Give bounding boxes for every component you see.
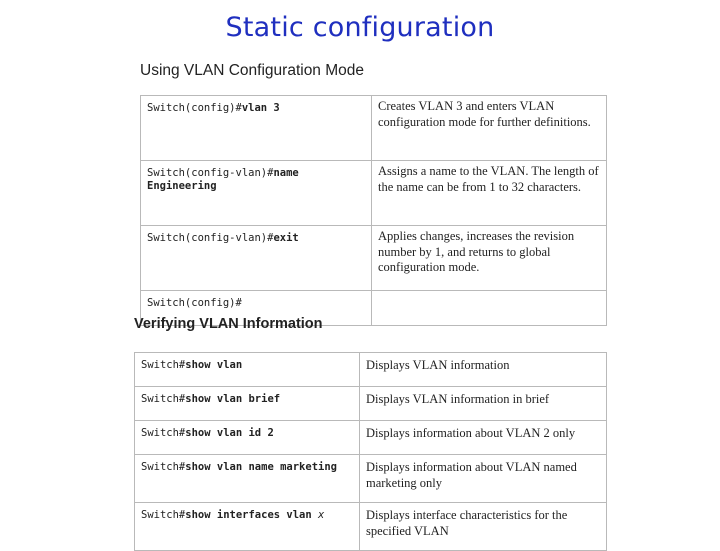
- description-cell: Applies changes, increases the revision number by 1, and returns to global configuration mode.: [372, 226, 607, 291]
- command-keyword: show vlan name marketing: [185, 461, 337, 473]
- command-keyword: exit: [273, 232, 299, 244]
- description-cell: Creates VLAN 3 and enters VLAN configuration mode for further definitions.: [372, 96, 607, 161]
- description-cell: Assigns a name to the VLAN. The length of the name can be from 1 to 32 characters.: [372, 161, 607, 226]
- command-prompt: Switch#: [141, 509, 186, 521]
- command-cell: [141, 226, 372, 291]
- command-keyword: name Engineering: [147, 167, 299, 192]
- command-cell: [135, 387, 360, 421]
- command-cell: [135, 503, 360, 551]
- table-row: [141, 161, 607, 226]
- verify-section-heading: Verifying VLAN Information: [134, 316, 323, 332]
- vlan-verify-table: [134, 352, 607, 551]
- table-row: [135, 387, 607, 421]
- command-prompt: Switch#: [141, 427, 186, 439]
- command-keyword: show vlan: [185, 359, 243, 371]
- command-cell: [135, 455, 360, 503]
- command-prompt: Switch(config-vlan)#: [147, 232, 274, 244]
- description-cell: Displays VLAN information in brief: [360, 387, 607, 421]
- description-cell: Displays information about VLAN named marketing only: [360, 455, 607, 503]
- slide-title: Static configuration: [225, 12, 495, 43]
- description-cell: Displays information about VLAN 2 only: [360, 421, 607, 455]
- vlan-config-table: [140, 95, 607, 326]
- command-prompt: Switch#: [141, 359, 186, 371]
- description-cell: Displays VLAN information: [360, 353, 607, 387]
- command-cell: [135, 421, 360, 455]
- command-keyword: show vlan brief: [185, 393, 281, 405]
- command-cell: [135, 353, 360, 387]
- command-prompt: Switch(config-vlan)#: [147, 167, 274, 179]
- command-keyword: show interfaces vlan: [185, 509, 312, 521]
- description-cell: [372, 291, 607, 326]
- table-row: [141, 226, 607, 291]
- command-prompt: Switch#: [141, 461, 186, 473]
- command-cell: [141, 161, 372, 226]
- command-argument: x: [318, 509, 325, 521]
- config-section-heading: Using VLAN Configuration Mode: [140, 62, 365, 79]
- table-row: [135, 503, 607, 551]
- table-row: [135, 353, 607, 387]
- command-keyword: show vlan id 2: [185, 427, 274, 439]
- command-prompt: Switch(config)#: [147, 102, 242, 114]
- command-cell: [141, 96, 372, 161]
- command-prompt: Switch(config)#: [147, 297, 242, 309]
- table-row: [135, 455, 607, 503]
- description-cell: Displays interface characteristics for the specified VLAN: [360, 503, 607, 551]
- command-keyword: vlan 3: [241, 102, 280, 114]
- command-prompt: Switch#: [141, 393, 186, 405]
- table-row: [141, 96, 607, 161]
- table-row: [135, 421, 607, 455]
